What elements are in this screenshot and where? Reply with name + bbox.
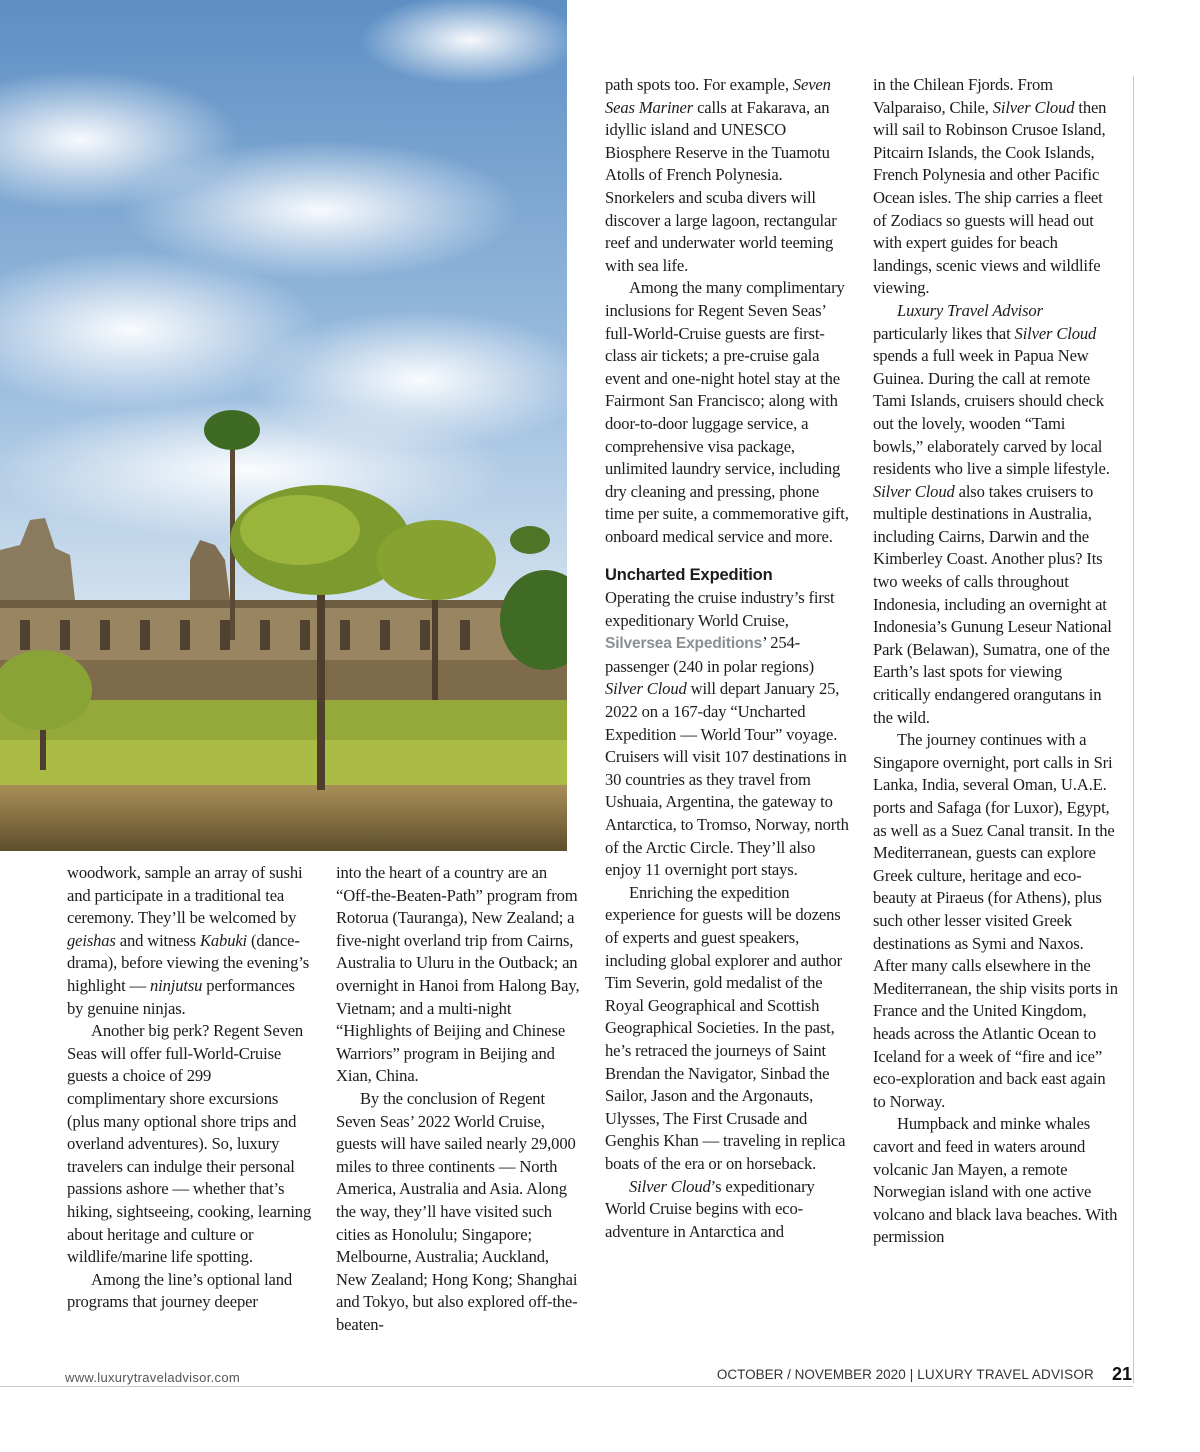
footer-issue-line: [717, 1367, 1130, 1382]
section-heading: Uncharted Expedition: [605, 566, 773, 585]
article-column-2: [336, 862, 581, 1336]
paragraph: The journey continues with a Singapore overnight, port calls in Sri Lanka, India, several Oman, U.A.E. ports and Safaga (for Luxor), Egypt, as well as a Suez Canal transit. In the Mediterranean, guests can explore Greek culture, heritage and eco-beauty at Piraeus (for Athens), plus such other lesser visited Greek destinations as Symi and Naxos. After many calls elsewhere in the Mediterranean, the ship visits ports in France and the United Kingdom, heads across the Atlantic Ocean to Iceland for a week of “fire and ice” eco-exploration and back east again to Norway.: [873, 730, 1118, 1111]
paragraph: in the Chilean Fjords. From Valparaiso, Chile, Silver Cloud then will sail to Robinson Crusoe Island, Pitcairn Islands, the Cook Islands, French Polynesia and other Pacific Ocean isles. The ship carries a fleet of Zodiacs so guests will head out with expert guides for beach landings, scenic views and wildlife viewing.: [873, 75, 1107, 298]
paragraph: Enriching the expedition experience for guests will be dozens of experts and guest speakers, including global explorer and author Tim Severin, gold medalist of the Royal Geographical and Scottish Geographical Societies. In the past, he’s retraced the journeys of Saint Brendan the Navigator, Sinbad the Sailor, Jason and the Argonauts, Ulysses, The First Crusade and Genghis Khan — traveling in replica boats of the era or on horseback.: [605, 882, 846, 1173]
paragraph: By the conclusion of Regent Seven Seas’ 2022 World Cruise, guests will have sailed nearly 29,000 miles to three continents — North America, Australia and Asia. Along the way, they’ll have visited such cities as Honolulu; Singapore; Melbourne, Australia; Auckland, New Zealand; Hong Kong; Shanghai and Tokyo, but also explored off-the-beaten-: [336, 1088, 578, 1334]
paragraph: Humpback and minke whales cavort and feed in waters around volcanic Jan Mayen, a remote Norwegian island with one active volcano and black lava beaches. With permission: [873, 1114, 1118, 1247]
article-column-4: [873, 74, 1119, 1249]
article-column-1: [67, 862, 312, 1314]
paragraph: Operating the cruise industry’s first expeditionary World Cruise, Silversea Expeditions’ 254-passenger (240 in polar regions) Silver Cloud will depart January 25, 2022 on a 167-day “Uncharted Expedition — World Tour” voyage. Cruisers will visit 107 destinations in 30 countries as they travel from Ushuaia, Argentina, the gateway to Antarctica, to Tromso, Norway, north of the Arctic Circle. They’ll also enjoy 11 overnight port stays.: [605, 588, 849, 880]
article-column-3: [605, 74, 850, 1243]
paragraph: Another big perk? Regent Seven Seas will offer full-World-Cruise guests a choice of 299 complimentary shore excursions (plus many optional shore trips and overland adventures). So, luxury travelers can indulge their personal passions ashore — whether that’s hiking, sightseeing, cooking, learning about heritage and culture or wildlife/marine life spotting.: [67, 1021, 312, 1267]
magazine-name: LUXURY TRAVEL ADVISOR: [917, 1367, 1094, 1382]
paragraph: Silver Cloud’s expeditionary World Cruise begins with eco-adventure in Antarctica and: [605, 1176, 815, 1241]
footer-url[interactable]: www.luxurytraveladvisor.com: [65, 1370, 240, 1385]
paragraph: woodwork, sample an array of sushi and participate in a traditional tea ceremony. They’ll be welcomed by geishas and witness Kabuki (dance-drama), before viewing the evening’s highlight — ninjutsu performances by genuine ninjas.: [67, 863, 310, 1018]
paragraph: Among the line’s optional land programs that journey deeper: [67, 1269, 293, 1312]
paragraph: into the heart of a country are an “Off-the-Beaten-Path” program from Rotorua (Tauranga), New Zealand; a five-night overland trip from Cairns, Australia to Uluru in the Outback; an overnight in Hanoi from Halong Bay, Vietnam; and a multi-night “Highlights of Beijing and Chinese Warriors” program in Beijing and Xian, China.: [336, 863, 580, 1086]
paragraph: Luxury Travel Advisor particularly likes that Silver Cloud spends a full week in Papua New Guinea. During the call at remote Tami Islands, cruisers should check out the lovely, wooden “Tami bowls,” elaborately carved by local residents who live a simple lifestyle. Silver Cloud also takes cruisers to multiple destinations in Australia, including Cairns, Darwin and the Kimberley Coast. Another plus? Its two weeks of calls throughout Indonesia, including an overnight at Indonesia’s Gunung Leseur National Park (Belawan), Sumatra, one of the Earth’s last spots for viewing critically endangered orangutans in the wild.: [873, 300, 1112, 727]
footer-separator: |: [909, 1367, 914, 1382]
brand-name: Silversea Expeditions: [605, 635, 763, 653]
paragraph: Among the many complimentary inclusions for Regent Seven Seas’ full-World-Cruise guests are first-class air tickets; a pre-cruise gala event and one-night hotel stay at the Fairmont San Francisco; along with door-to-door luggage service, a comprehensive visa package, unlimited laundry service, including dry cleaning and pressing, phone time per suite, a commemorative gift, onboard medical service and more.: [605, 278, 849, 546]
angkor-wat-photo: [0, 0, 567, 851]
footer-rule: [0, 1386, 1133, 1387]
paragraph: path spots too. For example, Seven Seas Mariner calls at Fakarava, an idyllic island and UNESCO Biosphere Reserve in the Tuamotu Atolls of French Polynesia. Snorkelers and scuba divers will discover a large lagoon, rectangular reef and underwater world teeming with sea life.: [605, 75, 837, 275]
page-number: 21: [1111, 1364, 1132, 1384]
column-divider: [1133, 76, 1134, 1383]
issue-date: OCTOBER / NOVEMBER 2020: [716, 1367, 906, 1382]
